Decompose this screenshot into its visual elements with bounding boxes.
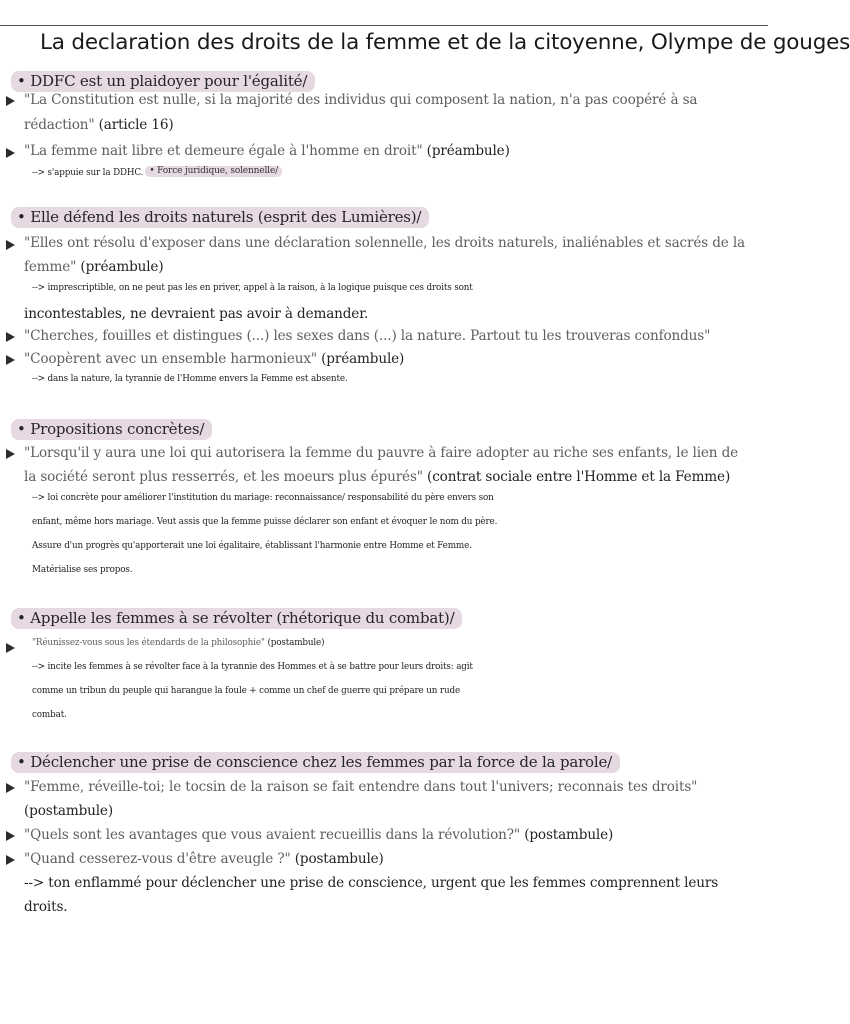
bullet-triangle-icon: [6, 355, 15, 365]
bullet-triangle-icon: [6, 332, 15, 342]
quote-line: "Elles ont résolu d'exposer dans une déclaration solennelle, les droits naturels, inaliénables et sacrés de la: [24, 235, 745, 251]
quote-text: "La femme nait libre et demeure égale à l'homme en droit": [24, 143, 423, 159]
analysis-line: comme un tribun du peuple qui harangue la foule + comme un chef de guerre qui prépare un rude: [32, 686, 461, 696]
quote-line: "Cherches, fouilles et distingues (...) les sexes dans (...) la nature. Partout tu les trouveras confondus": [24, 328, 711, 344]
bullet-triangle-icon: [6, 783, 15, 793]
bullet-triangle-icon: [6, 855, 15, 865]
analysis-line: --> dans la nature, la tyrannie de l'Homme envers la Femme est absente.: [32, 374, 348, 384]
quote-line: [24, 351, 764, 367]
annotation-tag: • Force juridique, solennelle/: [145, 166, 282, 177]
analysis-line: --> imprescriptible, on ne peut pas les en priver, appel à la raison, à la logique puisque ces droits sont: [32, 283, 473, 293]
bullet-triangle-icon: [6, 643, 15, 653]
source-ref: (postambule): [264, 638, 325, 648]
section-header-propositions: • Propositions concrètes/: [11, 419, 212, 440]
bullet-triangle-icon: [6, 148, 15, 158]
quote-line: "La Constitution est nulle, si la majorité des individus qui composent la nation, n'a pas coopéré à sa: [24, 92, 698, 108]
quote-line: [24, 259, 764, 275]
bullet-triangle-icon: [6, 96, 15, 106]
source-ref: (préambule): [76, 259, 164, 275]
quote-line: [24, 827, 764, 843]
analysis-line: --> loi concrète pour améliorer l'institution du mariage: reconnaissance/ responsabilité du père envers son: [32, 493, 494, 503]
quote-text: "Coopèrent avec un ensemble harmonieux": [24, 351, 317, 367]
quote-text: rédaction": [24, 117, 95, 133]
quote-line: [24, 851, 764, 867]
quote-text: la société seront plus resserrés, et les moeurs plus épurés": [24, 469, 423, 485]
section-header-droits-naturels: • Elle défend les droits naturels (esprit des Lumières)/: [11, 207, 429, 228]
bullet-triangle-icon: [6, 240, 15, 250]
analysis-line: Assure d'un progrès qu'apporterait une loi égalitaire, établissant l'harmonie entre Homme et Femme.: [32, 541, 472, 551]
analysis-line: combat.: [32, 710, 67, 720]
analysis-text: --> s'appuie sur la DDHC.: [32, 168, 144, 178]
quote-text: femme": [24, 259, 77, 275]
source-ref: (postambule): [290, 851, 384, 867]
analysis-line: Matérialise ses propos.: [32, 565, 133, 575]
source-line: (postambule): [24, 803, 113, 819]
quote-line: [24, 117, 764, 133]
quote-line: [32, 638, 772, 648]
analysis-line: --> ton enflammé pour déclencher une prise de conscience, urgent que les femmes comprennent leurs: [24, 875, 719, 891]
source-ref: (contrat sociale entre l'Homme et la Femme): [422, 469, 731, 485]
source-ref: (préambule): [316, 351, 405, 367]
bullet-triangle-icon: [6, 831, 15, 841]
analysis-line: --> incite les femmes à se révolter face à la tyrannie des Hommes et à se battre pour leurs droits: agit: [32, 662, 473, 672]
analysis-line: [32, 166, 772, 178]
analysis-line: enfant, même hors mariage. Veut assis que la femme puisse déclarer son enfant et évoquer le nom du père.: [32, 517, 498, 527]
section-header-revolte: • Appelle les femmes à se révolter (rhétorique du combat)/: [11, 608, 462, 629]
source-ref: (préambule): [422, 143, 510, 159]
source-ref: (postambule): [520, 827, 614, 843]
page-title: La declaration des droits de la femme et de la citoyenne, Olympe de gouges: [40, 30, 850, 55]
quote-text: "Réunissez-vous sous les étendards de la philosophie": [32, 638, 265, 648]
quote-line: [24, 469, 764, 485]
analysis-line: droits.: [24, 899, 68, 915]
quote-line: [24, 143, 764, 159]
section-header-egalite: • DDFC est un plaidoyer pour l'égalité/: [11, 71, 315, 92]
section-header-prise-de-conscience: • Déclencher une prise de conscience chez les femmes par la force de la parole/: [11, 752, 620, 773]
quote-text: "Quels sont les avantages que vous avaient recueillis dans la révolution?": [24, 827, 521, 843]
quote-text: "Quand cesserez-vous d'être aveugle ?": [24, 851, 291, 867]
quote-line: "Lorsqu'il y aura une loi qui autorisera la femme du pauvre à faire adopter au riche ses enfants, le lien de: [24, 445, 739, 461]
source-ref: (article 16): [94, 117, 174, 133]
quote-line: "Femme, réveille-toi; le tocsin de la raison se fait entendre dans tout l'univers; reconnais tes droits": [24, 779, 698, 795]
bullet-triangle-icon: [6, 449, 15, 459]
top-divider: [0, 25, 768, 26]
analysis-line: incontestables, ne devraient pas avoir à demander.: [24, 306, 369, 322]
